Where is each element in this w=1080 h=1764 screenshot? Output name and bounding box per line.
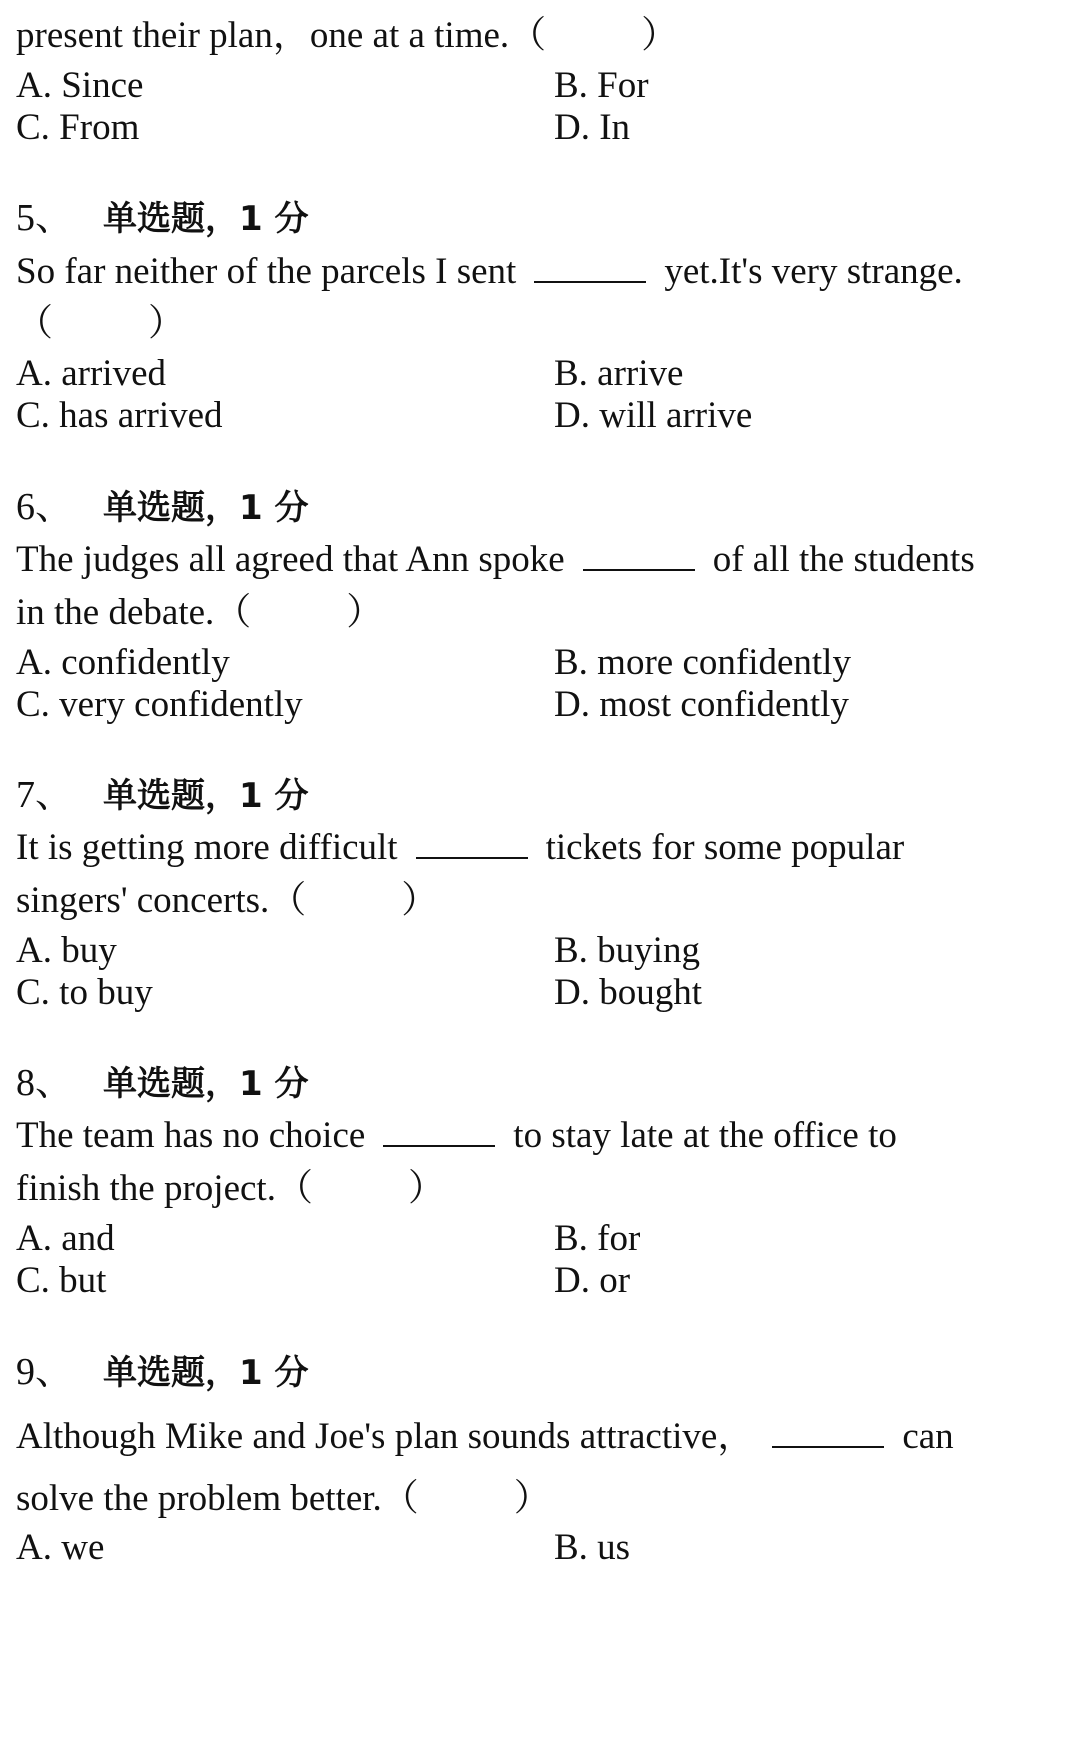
q8-stem-line2-text: finish the project. [16,1168,276,1209]
q9-stem [16,1415,954,1459]
q7-stem-before: It is getting more difficult [16,827,398,868]
q8-type: 单选题，1 分 [103,1064,309,1104]
q4-stem-text: present their plan，one at a time. [16,15,510,56]
q9-paren-close: ） [513,1478,551,1519]
q6-stem [16,538,975,582]
q4-option-a[interactable]: A. Since [16,65,144,106]
q5-type: 单选题，1 分 [103,199,309,239]
q9-stem-after: can [902,1416,954,1457]
q5-paren-open: （ [16,303,53,344]
q6-option-c[interactable]: C. very confidently [16,684,303,725]
q9-stem-before: Although Mike and Joe's plan sounds attractive， [16,1416,755,1457]
q9-paren-open: （ [381,1478,419,1519]
q9-option-b[interactable]: B. us [554,1527,631,1568]
q8-stem-line2 [16,1167,445,1211]
q4-option-d[interactable]: D. In [554,107,631,148]
q8-heading [16,1061,309,1106]
q6-option-a[interactable]: A. confidently [16,642,230,683]
q5-stem-before: So far neither of the parcels I sent [16,251,517,292]
q6-stem-line2-text: in the debate. [16,592,215,633]
q9-blank [772,1416,884,1448]
q5-option-c[interactable]: C. has arrived [16,395,223,436]
q5-option-b[interactable]: B. arrive [554,353,684,394]
q7-number: 7、 [16,774,74,816]
q7-stem-after: tickets for some popular [545,827,905,868]
q7-type: 单选题，1 分 [103,776,309,816]
q5-option-d[interactable]: D. will arrive [554,395,753,436]
q7-option-a[interactable]: A. buy [16,930,117,971]
q6-number: 6、 [16,486,74,528]
q4-stem-tail [16,14,678,58]
q7-option-c[interactable]: C. to buy [16,972,153,1013]
q7-blank [416,827,528,859]
q8-number: 8、 [16,1062,74,1104]
q8-stem [16,1114,897,1158]
q5-paren-close: ） [148,303,185,344]
q5-paren [16,302,185,346]
q7-option-b[interactable]: B. buying [554,930,700,971]
q8-option-c[interactable]: C. but [16,1260,107,1301]
q7-stem [16,826,904,870]
q7-paren-close: ） [401,880,439,921]
q8-blank [383,1115,495,1147]
q4-option-c[interactable]: C. From [16,107,140,148]
q8-option-d[interactable]: D. or [554,1260,631,1301]
q9-number: 9、 [16,1351,74,1393]
q4-option-b[interactable]: B. For [554,65,649,106]
q8-option-b[interactable]: B. for [554,1218,641,1259]
q8-paren-close: ） [407,1168,445,1209]
q5-blank [534,251,646,283]
q5-number: 5、 [16,197,74,239]
q7-stem-line2-text: singers' concerts. [16,880,270,921]
q5-option-a[interactable]: A. arrived [16,353,166,394]
q6-stem-line2 [16,591,383,635]
q6-stem-after: of all the students [712,539,975,580]
q6-paren-close: ） [346,592,384,633]
q8-option-a[interactable]: A. and [16,1218,115,1259]
q7-paren-open: （ [269,880,307,921]
q6-option-d[interactable]: D. most confidently [554,684,849,725]
q8-stem-before: The team has no choice [16,1115,366,1156]
q4-paren-open: （ [509,15,547,56]
q7-heading [16,773,309,818]
q6-blank [583,539,695,571]
q5-heading [16,196,309,241]
q9-stem-line2 [16,1477,551,1521]
q8-stem-after: to stay late at the office to [513,1115,897,1156]
q9-heading [16,1350,309,1395]
q6-type: 单选题，1 分 [103,488,309,528]
q9-option-a[interactable]: A. we [16,1527,105,1568]
q7-stem-line2 [16,879,438,923]
q7-option-d[interactable]: D. bought [554,972,702,1013]
q6-paren-open: （ [214,592,252,633]
q6-stem-before: The judges all agreed that Ann spoke [16,539,565,580]
q9-stem-line2-text: solve the problem better. [16,1478,382,1519]
q5-stem [16,250,963,294]
q5-stem-after: yet.It's very strange. [664,251,963,292]
q8-paren-open: （ [275,1168,313,1209]
q4-paren-close: ） [641,15,679,56]
q6-option-b[interactable]: B. more confidently [554,642,851,683]
q9-type: 单选题，1 分 [103,1353,309,1393]
q6-heading [16,485,309,530]
